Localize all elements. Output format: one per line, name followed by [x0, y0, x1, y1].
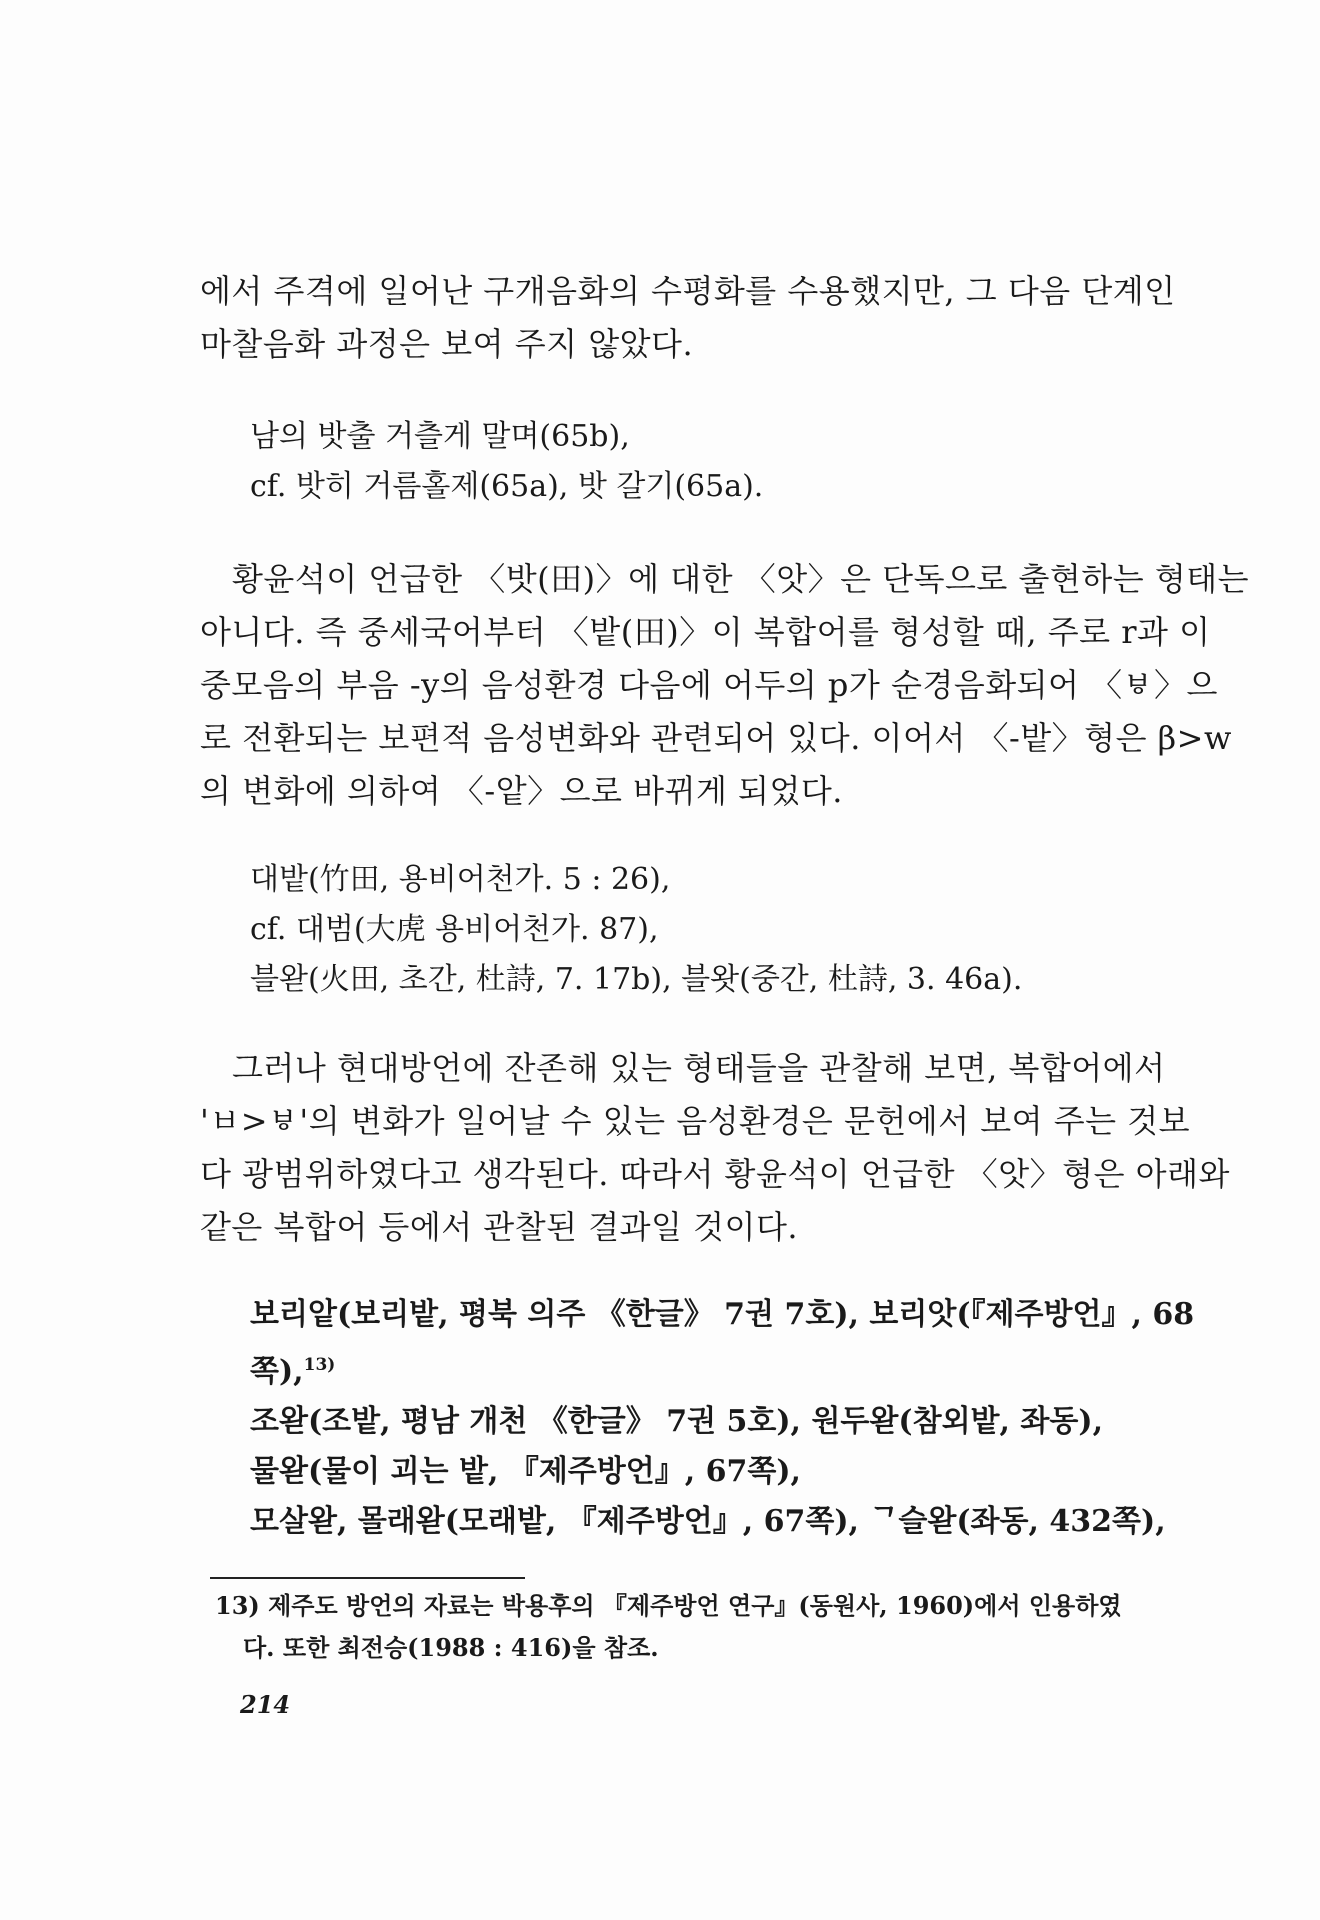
text-line: 의 변화에 의하여 〈-앝〉으로 바뀌게 되었다. [200, 772, 843, 810]
page-number: 214 [240, 1690, 291, 1719]
example-line: 대밭(竹田, 용비어천가. 5 : 26), [250, 862, 671, 897]
example-line: 조왇(조밭, 평남 개천 《한글》 7권 5호), 원두왇(참외밭, 좌동), [250, 1404, 1104, 1439]
footnote-line: 다. 또한 최전승(1988 : 416)을 참조. [243, 1633, 659, 1662]
example-block-1 [250, 412, 1170, 512]
example-line: cf. 밧히 거름홀제(65a), 밧 갈기(65a). [250, 469, 764, 504]
text-line: 마찰음화 과정은 보여 주지 않았다. [200, 325, 694, 363]
text-line: 그러나 현대방언에 잔존해 있는 형태들을 관찰해 보면, 복합어에서 [232, 1049, 1166, 1087]
text-line: 에서 주격에 일어난 구개음화의 수평화를 수용했지만, 그 다음 단계인 [200, 272, 1176, 310]
example-line: 물왇(물이 괴는 밭, 『제주방언』, 67쪽), [250, 1454, 802, 1489]
footnote [215, 1585, 1175, 1669]
paragraph-1 [200, 265, 1176, 371]
example-line: 남의 밧출 거츨게 말며(65b), [250, 419, 630, 454]
example-block-3 [250, 1290, 1195, 1547]
text-line: 황윤석이 언급한 〈밧(田)〉에 대한 〈앗〉은 단독으로 출현하는 형태는 [232, 560, 1250, 598]
example-line: cf. 대범(大虎 용비어천가. 87), [250, 912, 659, 947]
text-line: 같은 복합어 등에서 관찰된 결과일 것이다. [200, 1208, 799, 1246]
text-line: 아니다. 즉 중세국어부터 〈밭(田)〉이 복합어를 형성할 때, 주로 r과 이 [200, 613, 1211, 651]
footnote-divider [210, 1577, 525, 1579]
text-line: 'ㅂ>ㅸ'의 변화가 일어날 수 있는 음성환경은 문헌에서 보여 주는 것보 [200, 1102, 1191, 1140]
text-line: 다 광범위하였다고 생각된다. 따라서 황윤석이 언급한 〈앗〉형은 아래와 [200, 1155, 1230, 1193]
paragraph-3 [200, 1042, 1230, 1254]
text-line: 중모음의 부음 -y의 음성환경 다음에 어두의 p가 순경음화되어 〈ㅸ〉으 [200, 666, 1218, 704]
footnote-line: 13) 제주도 방언의 자료는 박용후의 『제주방언 연구』(동원사, 1960)에서 인용하였 [215, 1591, 1122, 1620]
example-line: 모살왇, 몰래왇(모래밭, 『제주방언』, 67쪽), ᄀ슬왇(좌동, 432쪽), [250, 1504, 1166, 1539]
paragraph-2 [200, 553, 1250, 818]
example-line [250, 1340, 1170, 1397]
footnote-ref[interactable]: 13) [303, 1355, 336, 1375]
example-line: 블왇(火田, 초간, 杜詩, 7. 17b), 블왓(중간, 杜詩, 3. 46a). [250, 962, 1023, 997]
example-block-2 [250, 855, 1170, 1005]
example-line: 보리앝(보리밭, 평북 의주 《한글》 7권 7호), 보리앗(『제주방언』, 68 [250, 1297, 1195, 1332]
example-line-text: 쪽), [250, 1354, 304, 1389]
text-line: 로 전환되는 보편적 음성변화와 관련되어 있다. 이어서 〈-밭〉형은 β>w [200, 719, 1232, 757]
